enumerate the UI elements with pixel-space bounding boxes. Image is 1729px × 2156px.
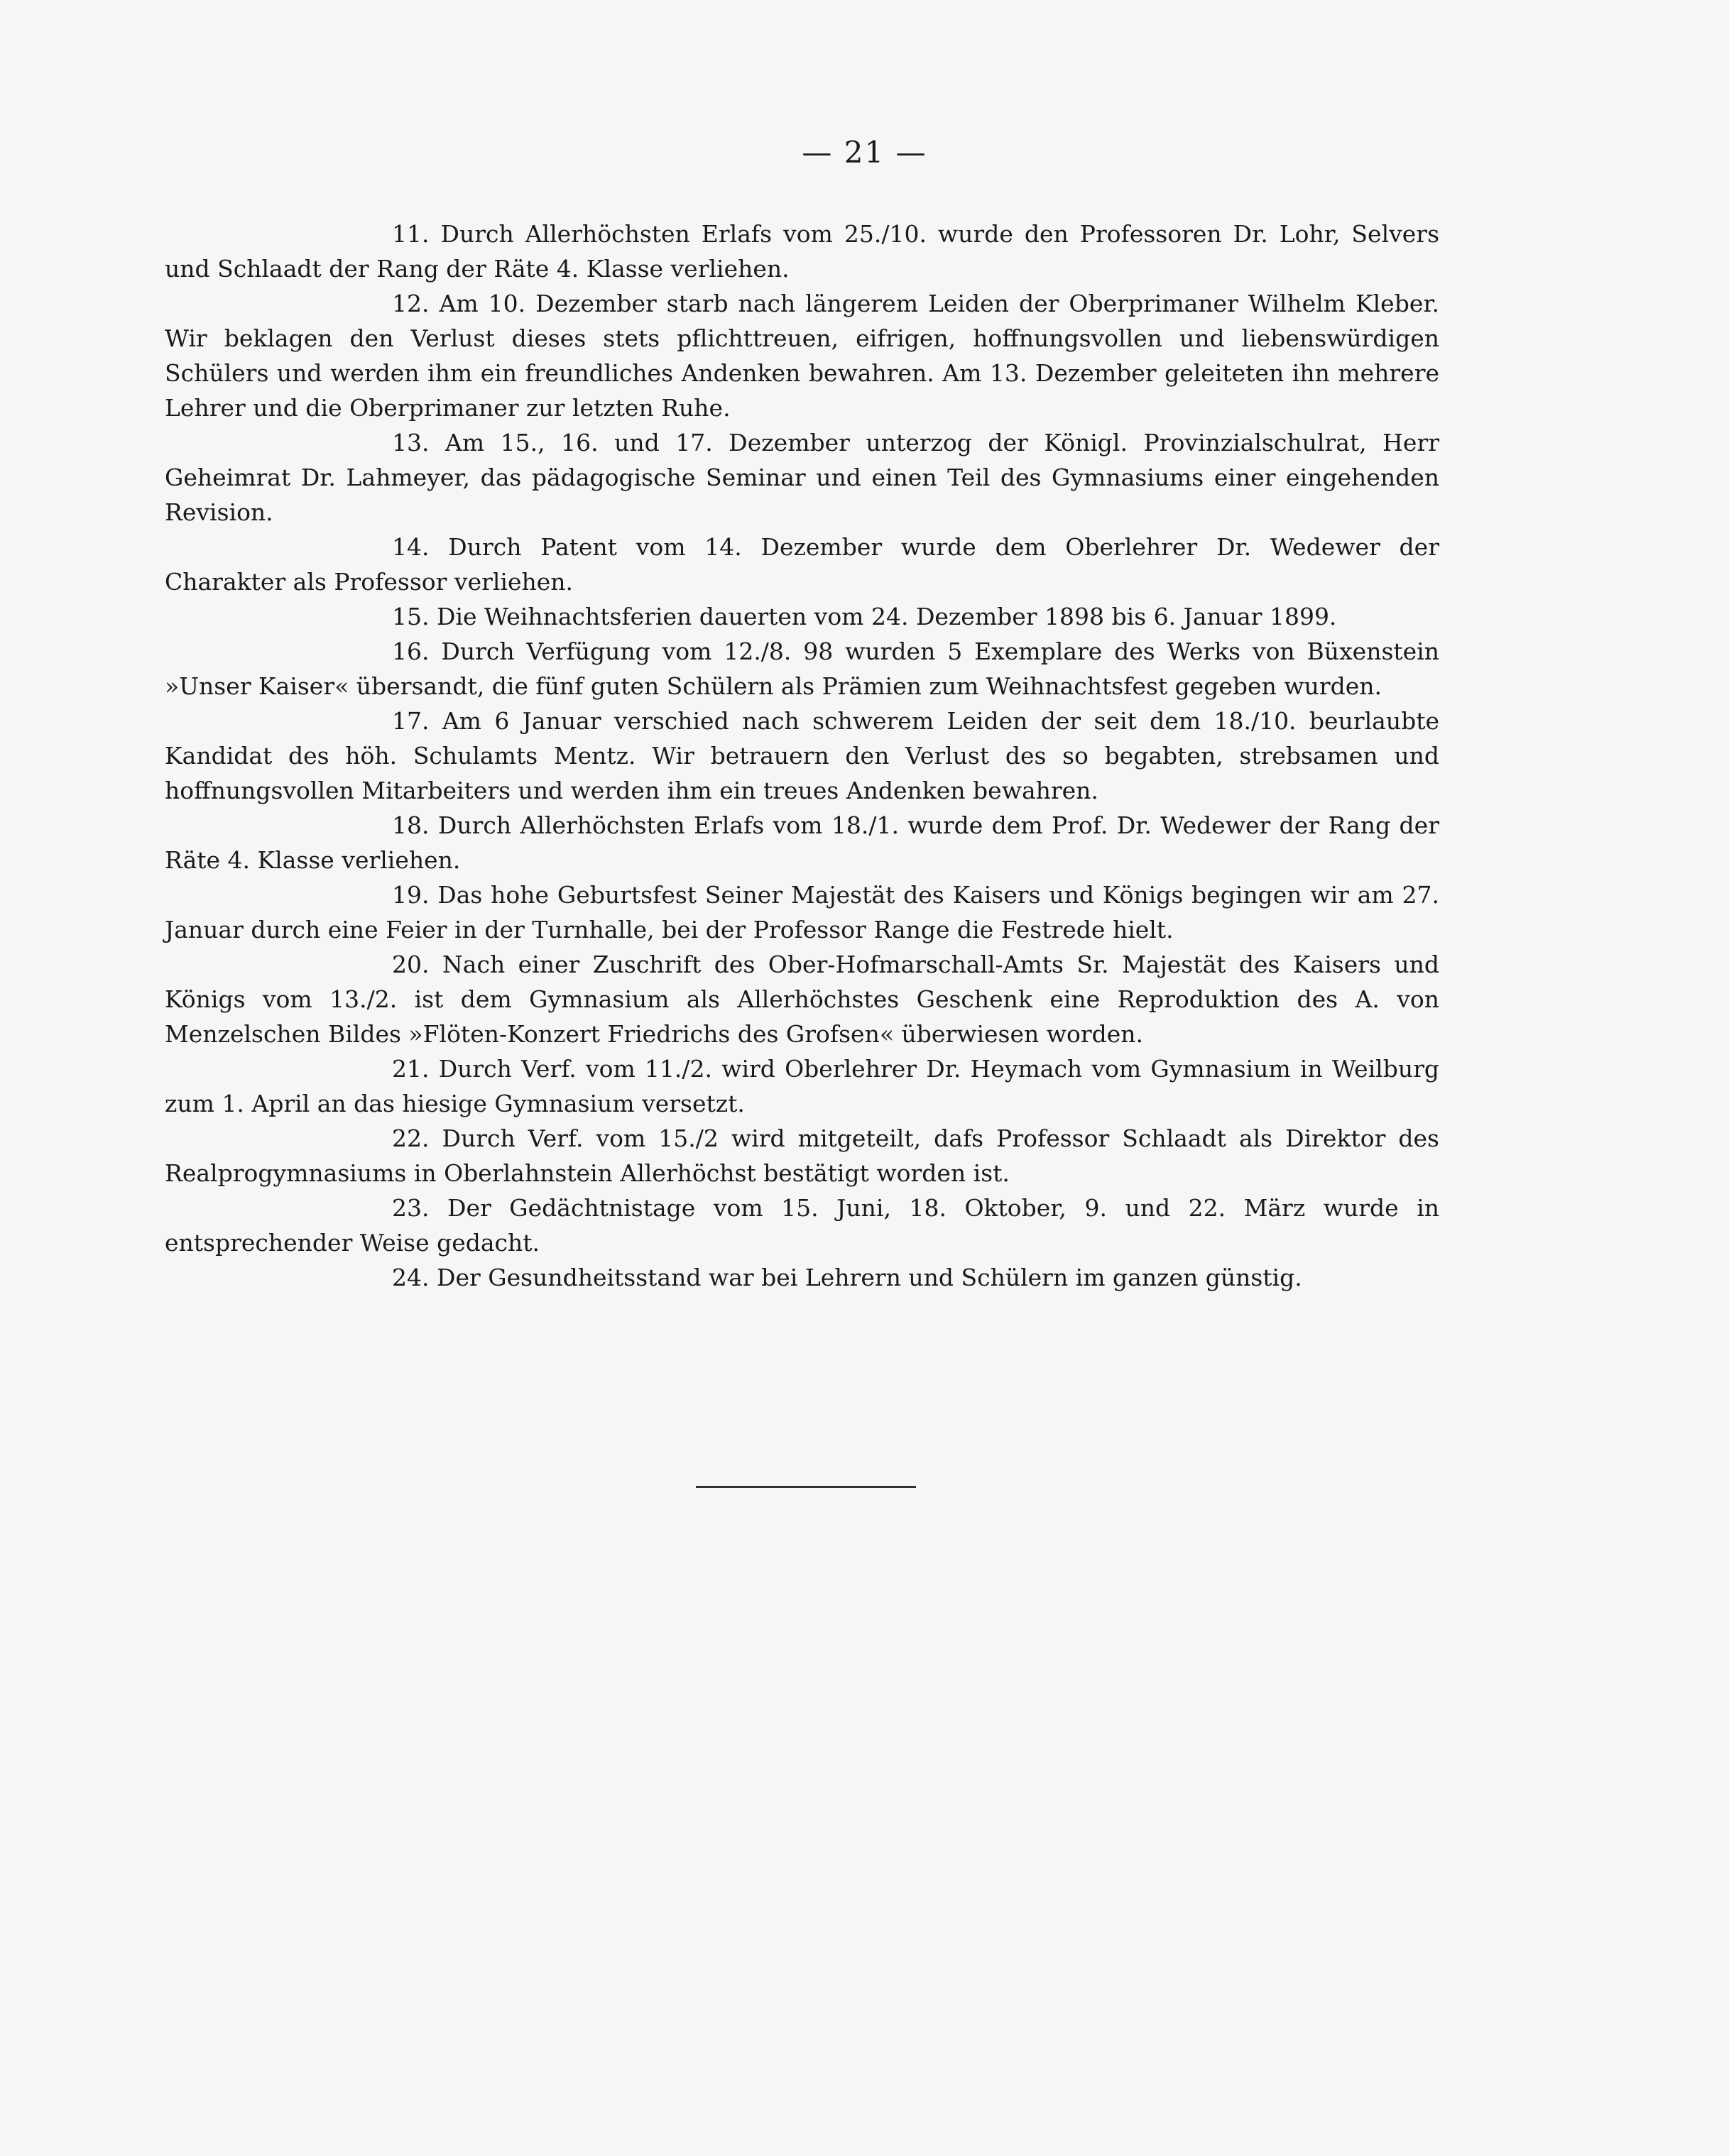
section-divider-rule (696, 1486, 916, 1488)
chronicle-entries (165, 217, 1439, 1295)
entry-number: 21. (392, 1055, 430, 1083)
entry-number: 12. (392, 290, 430, 317)
entry-number: 17. (392, 707, 430, 735)
entry-text: Durch Allerhöchsten Erlafs vom 25./10. wurde den Professoren Dr. Lohr, Selvers und Schlaadt der Rang der Räte 4. Klasse verliehen. (165, 220, 1440, 283)
entry-text: Am 10. Dezember starb nach längerem Leiden der Oberprimaner Wilhelm Kleber. Wir beklagen den Verlust dieses stets pflichttreuen, eifrigen, hoffnungsvollen und liebenswürdigen Schülers und werden ihm ein freundliches Andenken bewahren. Am 13. Dezember geleiteten ihn mehrere Lehrer und die Oberprimaner zur letzten Ruhe. (165, 290, 1439, 422)
page-number: — 21 — (802, 135, 927, 170)
entry-number: 18. (392, 811, 430, 839)
entry-text: Durch Verf. vom 11./2. wird Oberlehrer Dr. Heymach vom Gymnasium in Weilburg zum 1. April an das hiesige Gymnasium versetzt. (165, 1055, 1439, 1117)
entry-17 (165, 704, 1439, 808)
entry-23 (165, 1191, 1439, 1260)
entry-text: Am 6 Januar verschied nach schwerem Leiden der seit dem 18./10. beurlaubte Kandidat des höh. Schulamts Mentz. Wir betrauern den Verlust des so begabten, strebsamen und hoffnungsvollen Mitarbeiters und werden ihm ein treues Andenken bewahren. (165, 707, 1439, 804)
entry-number: 14. (392, 533, 430, 561)
entry-number: 19. (392, 881, 430, 909)
entry-16 (165, 634, 1439, 704)
entry-text: Der Gesundheitsstand war bei Lehrern und Schülern im ganzen günstig. (436, 1264, 1302, 1291)
entry-text: Nach einer Zuschrift des Ober-Hofmarschall-Amts Sr. Majestät des Kaisers und Königs vom 13./2. ist dem Gymnasium als Allerhöchstes Geschenk eine Reproduktion des A. von Menzelschen Bildes »Flöten-Konzert Friedrichs des Grofsen« überwiesen worden. (165, 951, 1439, 1048)
entry-22 (165, 1121, 1439, 1191)
entry-text: Das hohe Geburtsfest Seiner Majestät des Kaisers und Königs begingen wir am 27. Januar durch eine Feier in der Turnhalle, bei der Professor Range die Festrede hielt. (165, 881, 1439, 943)
entry-15 (165, 599, 1439, 634)
entry-text: Durch Verf. vom 15./2 wird mitgeteilt, dafs Professor Schlaadt als Direktor des Realprogymnasiums in Oberlahnstein Allerhöchst bestätigt worden ist. (165, 1124, 1439, 1187)
entry-number: 11. (392, 220, 430, 248)
entry-text: Am 15., 16. und 17. Dezember unterzog der Königl. Provinzialschulrat, Herr Geheimrat Dr. Lahmeyer, das pädagogische Seminar und einen Teil des Gymnasiums einer eingehenden Revision. (165, 429, 1440, 526)
entry-12 (165, 286, 1439, 425)
entry-number: 15. (392, 603, 430, 630)
entry-number: 16. (392, 638, 430, 665)
entry-text: Durch Patent vom 14. Dezember wurde dem Oberlehrer Dr. Wedewer der Charakter als Professor verliehen. (165, 533, 1439, 596)
entry-14 (165, 530, 1439, 599)
entry-number: 22. (392, 1124, 430, 1152)
entry-21 (165, 1051, 1439, 1121)
entry-13 (165, 425, 1439, 530)
entry-text: Der Gedächtnistage vom 15. Juni, 18. Oktober, 9. und 22. März wurde in entsprechender Weise gedacht. (165, 1194, 1439, 1257)
entry-text: Die Weihnachtsferien dauerten vom 24. Dezember 1898 bis 6. Januar 1899. (436, 603, 1337, 630)
entry-11 (165, 217, 1439, 286)
entry-24 (165, 1260, 1439, 1295)
entry-20 (165, 947, 1439, 1051)
entry-text: Durch Verfügung vom 12./8. 98 wurden 5 Exemplare des Werks von Büxenstein »Unser Kaiser« übersandt, die fünf guten Schülern als Prämien zum Weihnachtsfest gegeben wurden. (165, 638, 1439, 700)
entry-19 (165, 877, 1439, 947)
entry-text: Durch Allerhöchsten Erlafs vom 18./1. wurde dem Prof. Dr. Wedewer der Rang der Räte 4. Klasse verliehen. (165, 811, 1439, 874)
entry-number: 20. (392, 951, 430, 978)
entry-18 (165, 808, 1439, 877)
entry-number: 13. (392, 429, 430, 456)
entry-number: 23. (392, 1194, 430, 1222)
entry-number: 24. (392, 1264, 430, 1291)
